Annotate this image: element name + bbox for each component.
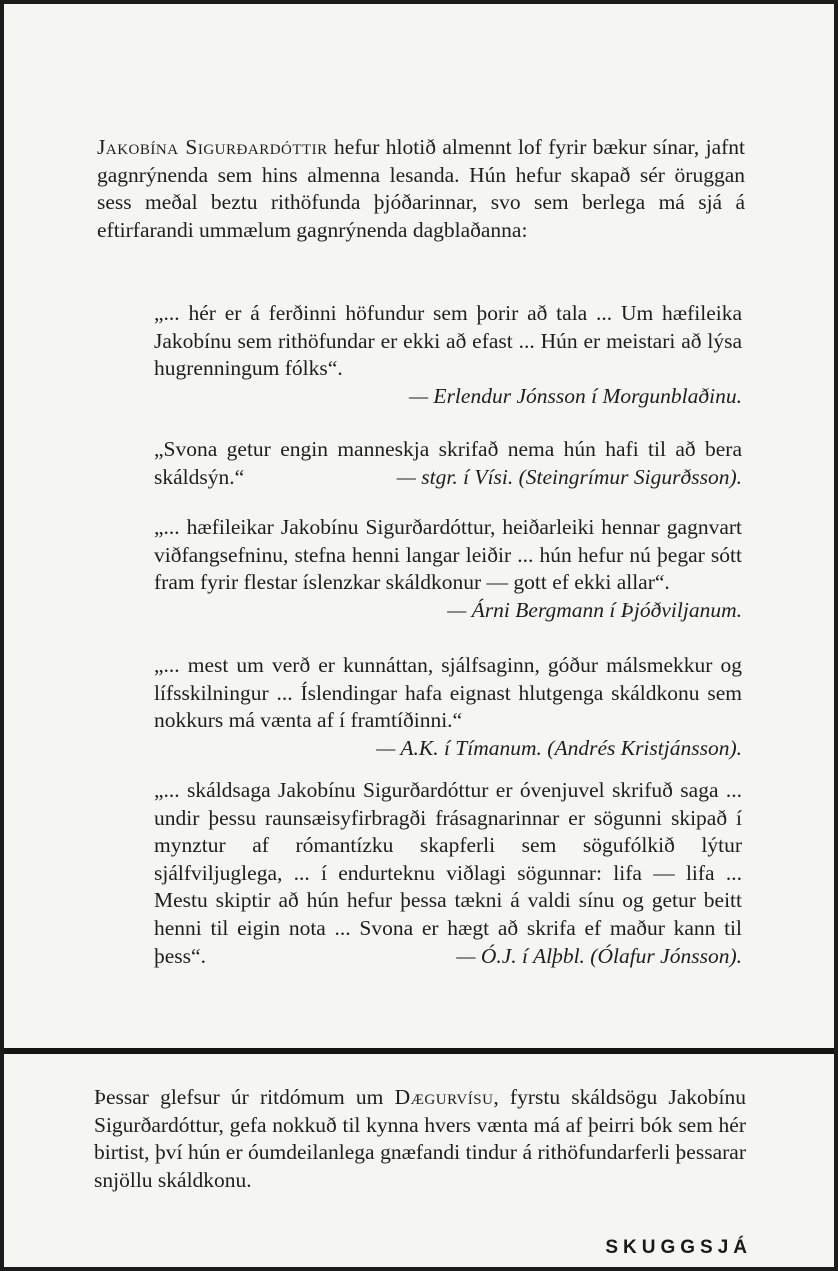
closing-text-start: Þessar glefsur úr ritdómum um	[94, 1085, 395, 1109]
publisher-name: SKUGGSJÁ	[605, 1237, 752, 1258]
review-quote	[154, 652, 742, 762]
quote-body: „... hæfileikar Jakobínu Sigurðardóttur, heiðarleiki hennar gagnvart viðfangsefninu, stefna henni langar leiðir ... hún hefur nú þegar sótt fram fyrir flestar íslenzkar skáldkonur — gott ef ekki allar“.	[154, 515, 742, 595]
quote-attribution: — Árni Bergmann í Þjóðviljanum.	[447, 597, 742, 622]
intro-paragraph	[97, 134, 745, 244]
book-title: Dægurvísu	[394, 1085, 494, 1109]
review-quote	[154, 514, 742, 624]
quote-text	[154, 514, 742, 622]
closing-text-end: , fyrstu skáldsögu Jakobínu Sigurðardóttur, gefa nokkuð til kynna hvers vænta má af þeirri bók sem hér birtist, því hún er óumdeilanlega gnæfandi tindur á rithöfundarferli þessarar snjöllu skáldkonu.	[94, 1085, 747, 1192]
author-name: Jakobína Sigurðardóttir	[97, 135, 328, 159]
book-back-cover	[4, 4, 834, 1267]
quote-body: „... skáldsaga Jakobínu Sigurðardóttur er óvenjuvel skrifuð saga ... undir þessu raunsæisyfirbragði frásagnarinnar er sögunni skipað í mynztur af rómantízku skapferli sem sögufólkið lýtur sjálfviljuglega, ... í endurteknu viðlagi sögunnar: lifa — lifa ... Mestu skiptir að hún hefur þessa tækni á valdi sínu og getur beitt henni til eigin nota ... Svona er hægt að skrifa ef maður kann til þess“.	[154, 778, 742, 968]
quote-attribution: — Ó.J. í Alþbl. (Ólafur Jónsson).	[456, 943, 742, 968]
quote-attribution: — Erlendur Jónsson í Morgunblaðinu.	[408, 383, 742, 408]
divider-rule	[4, 1048, 834, 1054]
quote-text: „... mest um verð er kunnáttan, sjálfsaginn, góður málsmekkur og lífsskilningur ... Íslendingar hafa eignast hlutgenga skáldkonu sem nokkurs má vænta af í framtíðinni.“	[154, 653, 742, 733]
intro-text: hefur hlotið almennt lof fyrir bækur sínar, jafnt gagnrýnenda sem hins almenna lesanda. Hún hefur skapað sér öruggan sess meðal beztu rithöfunda þjóðarinnar, svo sem berlega má sjá á eftirfarandi ummælum gagnrýnenda dagblaðanna:	[97, 135, 745, 242]
quote-text: „... hér er á ferðinni höfundur sem þorir að tala ... Um hæfileika Jakobínu sem rithöfundar er ekki að efast ... Hún er meistari að lýsa hugrenningum fólks“.	[154, 301, 742, 381]
review-quote	[154, 300, 742, 410]
quote-text	[154, 436, 742, 491]
review-quote	[154, 777, 742, 970]
quote-attribution: — stgr. í Vísi. (Steingrímur Sigurðsson).	[396, 464, 742, 489]
quote-attribution: — A.K. í Tímanum. (Andrés Kristjánsson).	[376, 735, 742, 760]
quote-text	[154, 777, 742, 970]
quote-body: „Svona getur engin manneskja skrifað nema hún hafi til að bera skáldsýn.“	[154, 437, 742, 489]
review-quote	[154, 436, 742, 491]
closing-paragraph	[94, 1084, 746, 1194]
